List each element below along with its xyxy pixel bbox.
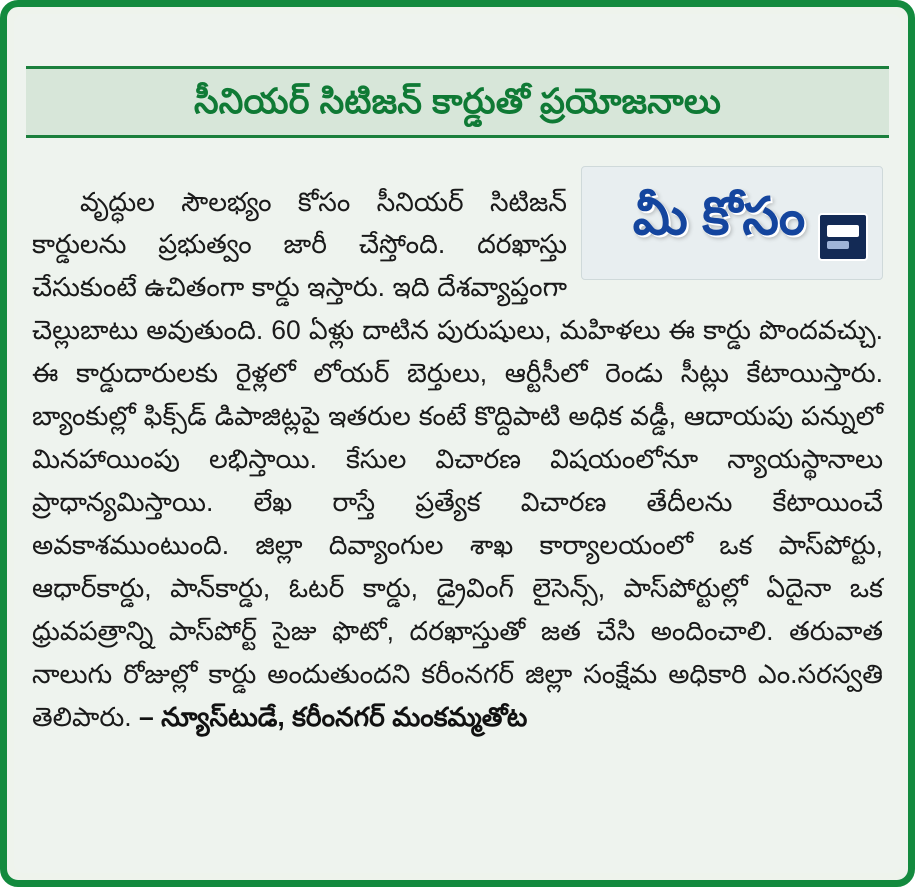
meekosam-logo [581,166,883,280]
newspaper-mark-icon [818,213,868,261]
article-credit: – న్యూస్‌టుడే, కరీంనగర్ మంకమ్మతోట [138,701,528,732]
clipping-inner [14,14,901,873]
meekosam-logo-text: మీ కోసం [632,187,806,246]
headline-band [26,66,889,138]
page-title: సీనియర్ సిటిజన్ కార్డుతో ప్రయోజనాలు [194,82,721,121]
article-body-area [32,154,883,843]
article-paragraph: వృద్ధుల సౌలభ్యం కోసం సీనియర్ సిటిజన్ కార్డులను ప్రభుత్వం జారీ చేస్తోంది. దరఖాస్తు చేసుకుంటే ఉచితంగా కార్డు ఇస్తారు. ఇది దేశవ్యాప్తంగా చెల్లుబాటు అవుతుంది. 60 ఏళ్లు దాటిన పురుషులు, మహిళలు ఈ కార్డు పొందవచ్చు. ఈ కార్డుదారులకు రైళ్లలో లోయర్ బెర్తులు, ఆర్టీసీలో రెండు సీట్లు కేటాయిస్తారు. బ్యాంకుల్లో ఫిక్స్‌డ్ డిపాజిట్లపై ఇతరుల కంటే కొద్దిపాటి అధిక వడ్డీ, ఆదాయపు పన్నులో మినహాయింపు లభిస్తాయి. కేసుల విచారణ విషయంలోనూ న్యాయస్థానాలు ప్రాధాన్యమిస్తాయి. లేఖ రాస్తే ప్రత్యేక విచారణ తేదీలను కేటాయించే అవకాశముంటుంది. జిల్లా దివ్యాంగుల శాఖ కార్యాలయంలో ఒక పాస్‌పోర్టు, ఆధార్‌కార్డు, పాన్‌కార్డు, ఓటర్ కార్డు, డ్రైవింగ్ లైసెన్స్, పాస్‌పోర్టుల్లో ఏదైనా ఒక ధ్రువపత్రాన్ని పాస్‌పోర్ట్ సైజు ఫొటో, దరఖాస్తుతో జత చేసి అందించాలి. తరువాత నాలుగు రోజుల్లో కార్డు అందుతుందని కరీంనగర్ జిల్లా సంక్షేమ అధికారి ఎం.సరస్వతి తెలిపారు. [32,186,883,732]
